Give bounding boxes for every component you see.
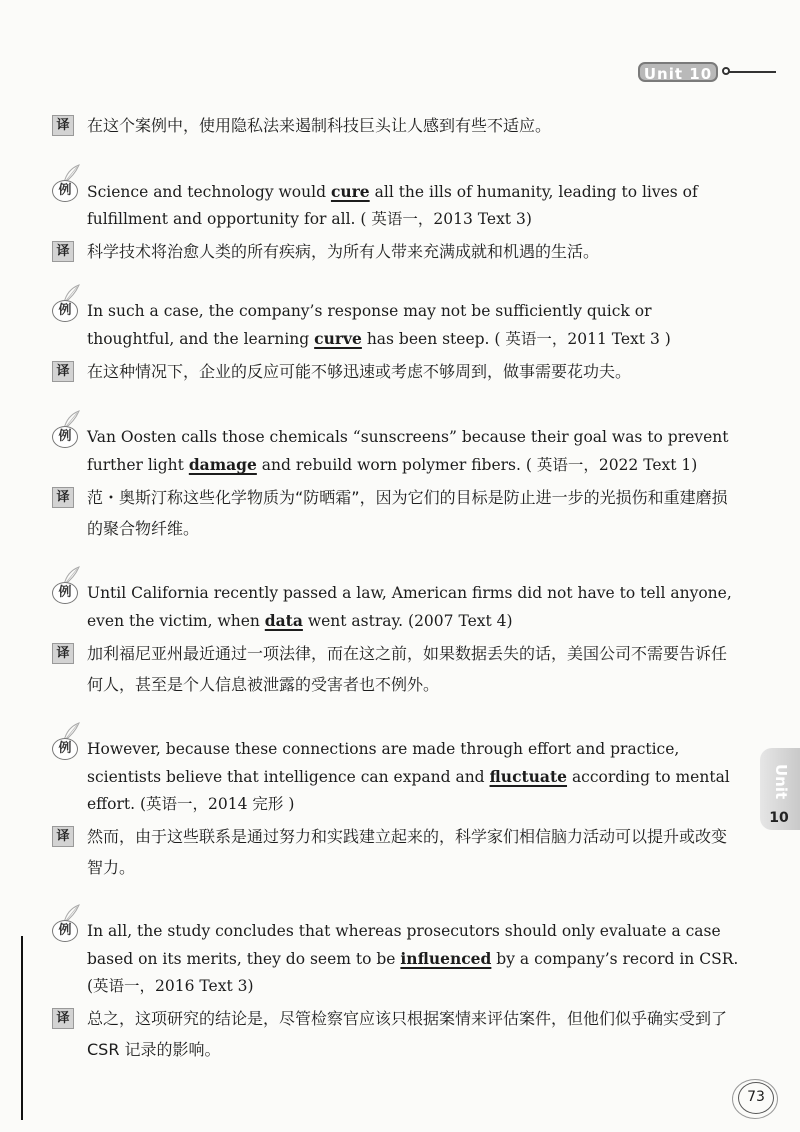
example-text-after: all the ills of humanity, leading to lives of fulfillment and opportunity for all. ( 英语一，2013 Text 3): [87, 183, 698, 228]
example-row: [52, 918, 742, 1000]
example-row: [52, 736, 742, 818]
example-badge: [52, 918, 80, 944]
translation-row: [52, 821, 742, 883]
side-tab-number: 10: [769, 810, 789, 826]
example-badge-label: 例: [52, 300, 78, 322]
example-text-before: In all, the study concludes that whereas prosecutors should only evaluate a case based on its merits, they do seem to be: [87, 922, 721, 968]
unit-badge: Unit 10: [638, 62, 718, 82]
page-number: 73: [738, 1082, 774, 1114]
translation-row: [52, 236, 742, 267]
example-block-1: [52, 178, 742, 267]
example-badge-label: 例: [52, 920, 78, 942]
example-block-2: [52, 298, 742, 387]
intro-translation-block: [52, 110, 742, 141]
example-badge: [52, 736, 80, 762]
example-text-after: and rebuild worn polymer fibers. ( 英语一，2022 Text 1): [256, 456, 698, 474]
translation-badge: 译: [52, 115, 74, 136]
example-block-6: [52, 918, 742, 1065]
example-row: [52, 178, 742, 233]
example-badge-label: 例: [52, 180, 78, 202]
example-text-after: by a company’s record in CSR. (英语一，2016 Text 3): [87, 950, 739, 995]
example-text-before: Until California recently passed a law, American firms did not have to tell anyone, even the victim, when: [87, 584, 732, 630]
translation-badge: 译: [52, 241, 74, 262]
translation-badge: 译: [52, 826, 74, 847]
header-rule: [728, 71, 776, 73]
example-text-before: In such a case, the company’s response may not be sufficiently quick or thoughtful, and the learning: [87, 302, 652, 348]
translation-text: 在这个案例中，使用隐私法来遏制科技巨头让人感到有些不适应。: [87, 116, 552, 135]
keyword: data: [264, 611, 303, 630]
side-tab-word: Unit: [772, 764, 790, 800]
translation-text: 然而，由于这些联系是通过努力和实践建立起来的，科学家们相信脑力活动可以提升或改变智力。: [87, 827, 728, 877]
translation-badge: 译: [52, 643, 74, 664]
example-row: [52, 424, 742, 479]
keyword: cure: [330, 182, 370, 201]
example-badge-label: 例: [52, 582, 78, 604]
translation-text: 总之，这项研究的结论是，尽管检察官应该只根据案情来评估案件，但他们似乎确实受到了 CSR 记录的影响。: [87, 1009, 728, 1059]
translation-row: [52, 110, 742, 141]
translation-row: [52, 356, 742, 387]
example-badge-label: 例: [52, 426, 78, 448]
example-text-after: has been steep. ( 英语一，2011 Text 3 ): [361, 330, 671, 348]
example-text-before: Science and technology would: [87, 183, 331, 201]
example-text-after: according to mental effort. (英语一，2014 完形 ): [87, 768, 730, 813]
unit-header: [638, 61, 788, 85]
keyword: damage: [188, 455, 257, 474]
translation-badge: 译: [52, 487, 74, 508]
example-badge-label: 例: [52, 738, 78, 760]
example-text-after: went astray. (2007 Text 4): [302, 612, 513, 630]
example-badge: [52, 178, 80, 204]
translation-badge: 译: [52, 1008, 74, 1029]
translation-text: 在这种情况下，企业的反应可能不够迅速或考虑不够周到，做事需要花功夫。: [87, 362, 632, 381]
example-row: [52, 580, 742, 635]
example-block-5: [52, 736, 742, 883]
example-text-before: However, because these connections are made through effort and practice, scientists believe that intelligence can expand and: [87, 740, 680, 786]
example-text-before: Van Oosten calls those chemicals “sunscreens” because their goal was to prevent further light: [87, 428, 729, 474]
keyword: fluctuate: [489, 767, 568, 786]
translation-row: [52, 1003, 742, 1065]
translation-text: 加利福尼亚州最近通过一项法律，而在这之前，如果数据丢失的话，美国公司不需要告诉任何人，甚至是个人信息被泄露的受害者也不例外。: [87, 644, 728, 694]
translation-text: 范・奥斯汀称这些化学物质为“防晒霜”，因为它们的目标是防止进一步的光损伤和重建磨损的聚合物纤维。: [87, 488, 728, 538]
translation-text: 科学技术将治愈人类的所有疾病，为所有人带来充满成就和机遇的生活。: [87, 242, 600, 261]
example-badge: [52, 424, 80, 450]
example-badge: [52, 298, 80, 324]
translation-row: [52, 638, 742, 700]
example-row: [52, 298, 742, 353]
example-block-3: [52, 424, 742, 544]
unit-side-tab: [760, 748, 800, 830]
left-margin-rule: [21, 936, 23, 1120]
keyword: influenced: [400, 949, 492, 968]
example-block-4: [52, 580, 742, 700]
keyword: curve: [314, 329, 362, 348]
translation-badge: 译: [52, 361, 74, 382]
translation-row: [52, 482, 742, 544]
example-badge: [52, 580, 80, 606]
